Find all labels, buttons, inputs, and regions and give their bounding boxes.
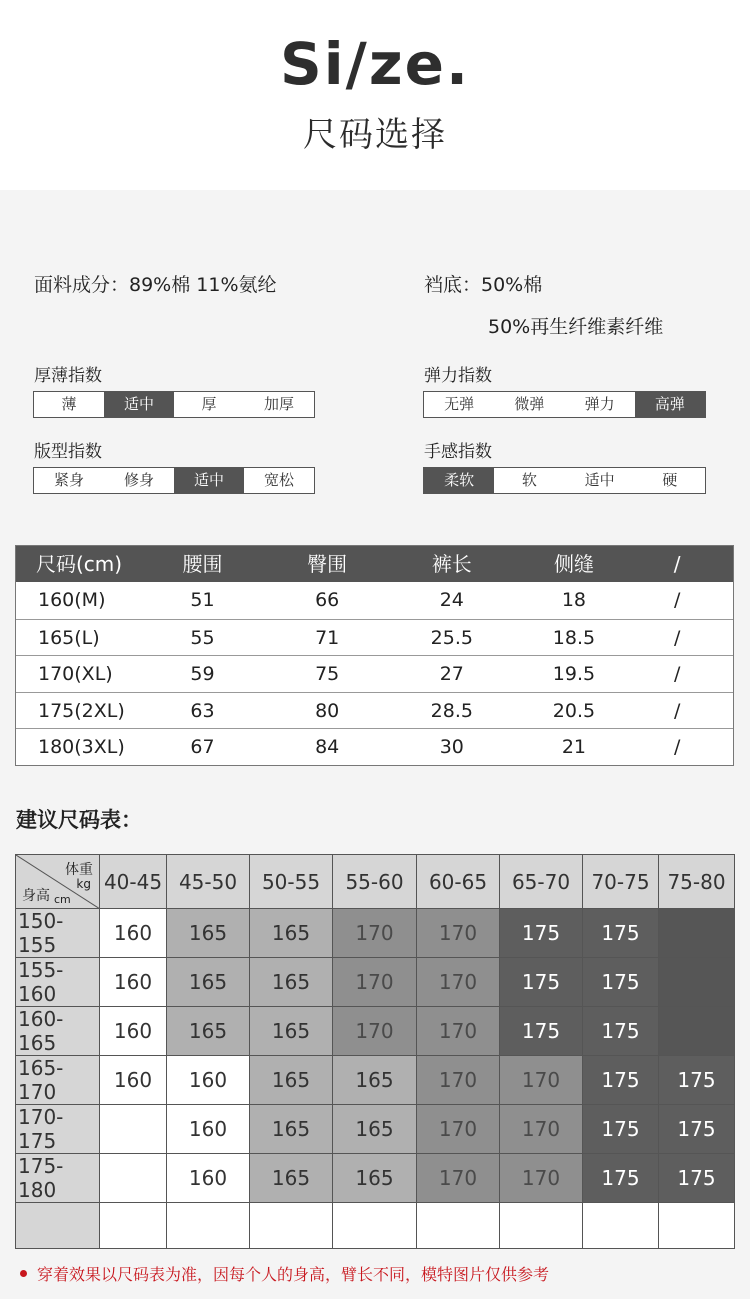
- recommend-size-cell: [583, 1203, 659, 1249]
- recommend-size-cell: 175: [500, 909, 583, 958]
- recommend-size-cell: [333, 1203, 417, 1249]
- table-cell: 67: [190, 736, 215, 759]
- recommend-row: [16, 909, 735, 958]
- weight-range-header: 60-65: [417, 855, 500, 909]
- recommend-corner-cell: [16, 855, 100, 909]
- recommend-size-cell: 175: [583, 958, 659, 1007]
- header-waist: 腰围: [182, 552, 223, 576]
- recommend-size-cell: 170: [417, 1056, 500, 1105]
- recommend-size-cell: [100, 1105, 167, 1154]
- table-cell: 51: [190, 589, 215, 611]
- thickness-option-3: 加厚: [263, 395, 294, 413]
- elasticity-scale: [423, 391, 706, 418]
- lining-composition-line1: 裆底：50%棉: [424, 274, 543, 296]
- recommend-size-cell: 165: [250, 1007, 333, 1056]
- recommend-size-cell: [167, 1203, 250, 1249]
- table-cell: /: [673, 699, 681, 722]
- recommend-size-cell: 170: [500, 1154, 583, 1203]
- thickness-option-0: 薄: [61, 395, 77, 413]
- recommend-size-cell: 175: [583, 1105, 659, 1154]
- corner-weight-unit: kg: [76, 877, 91, 891]
- table-row: [16, 692, 733, 729]
- recommend-size-cell: 175: [659, 1154, 735, 1203]
- recommend-size-cell: [659, 958, 735, 1007]
- feel-option-2: 适中: [584, 471, 615, 489]
- recommend-row: [16, 1203, 735, 1249]
- height-range-header: 150-155: [16, 909, 100, 958]
- table-cell: 28.5: [430, 699, 473, 722]
- table-row: [16, 728, 733, 765]
- elasticity-option-1: 微弹: [514, 395, 545, 413]
- recommend-size-cell: 165: [250, 1154, 333, 1203]
- feel-option-1: 软: [521, 471, 537, 489]
- feel-scale: [423, 467, 706, 494]
- height-range-header: [16, 1203, 100, 1249]
- recommend-size-cell: 175: [659, 1105, 735, 1154]
- recommend-row: [16, 1056, 735, 1105]
- table-cell: 84: [315, 736, 340, 759]
- weight-range-header: 55-60: [333, 855, 417, 909]
- table-cell: 27: [439, 663, 464, 686]
- recommend-title: 建议尺码表：: [16, 808, 142, 832]
- recommend-size-cell: 165: [333, 1105, 417, 1154]
- table-cell: /: [673, 736, 681, 759]
- fit-option-3: 宽松: [263, 471, 294, 489]
- elasticity-option-3: 高弹: [635, 392, 705, 417]
- elasticity-option-2: 弹力: [584, 395, 615, 413]
- thickness-option-2: 厚: [201, 395, 217, 413]
- table-cell: 19.5: [552, 663, 596, 686]
- recommend-size-cell: 170: [500, 1056, 583, 1105]
- table-cell: 175(2XL): [38, 699, 125, 722]
- recommend-size-cell: 175: [583, 1007, 659, 1056]
- height-range-header: 165-170: [16, 1056, 100, 1105]
- fit-scale: [33, 467, 315, 494]
- height-range-header: 175-180: [16, 1154, 100, 1203]
- weight-range-header: 50-55: [250, 855, 333, 909]
- recommend-size-cell: [100, 1203, 167, 1249]
- table-cell: 24: [439, 589, 464, 611]
- table-cell: 180(3XL): [38, 736, 125, 759]
- recommend-size-cell: [659, 1203, 735, 1249]
- recommend-size-cell: 175: [583, 1056, 659, 1105]
- table-cell: 30: [439, 736, 464, 759]
- corner-height-label: 身高: [22, 888, 50, 904]
- recommend-size-cell: 175: [500, 1007, 583, 1056]
- table-cell: 18.5: [552, 626, 596, 649]
- table-cell: /: [673, 663, 681, 686]
- table-row: [16, 619, 733, 656]
- thickness-option-1: 适中: [104, 392, 174, 417]
- recommend-size-cell: 160: [167, 1105, 250, 1154]
- recommend-size-cell: 170: [333, 1007, 417, 1056]
- header-hip: 臀围: [307, 552, 348, 576]
- recommend-size-cell: 165: [250, 1105, 333, 1154]
- header-side-seam: 侧缝: [553, 552, 594, 576]
- recommend-size-cell: 175: [500, 958, 583, 1007]
- recommend-size-cell: 165: [167, 958, 250, 1007]
- recommend-row: [16, 958, 735, 1007]
- recommend-size-cell: 165: [250, 958, 333, 1007]
- weight-range-header: 45-50: [167, 855, 250, 909]
- weight-range-header: 75-80: [659, 855, 735, 909]
- fit-note: [20, 1262, 549, 1285]
- table-cell: /: [673, 626, 681, 649]
- table-row: [16, 582, 733, 619]
- table-cell: 71: [315, 626, 340, 649]
- fabric-composition: 面料成分：89%棉 11%氨纶: [34, 274, 277, 296]
- weight-range-header: 65-70: [500, 855, 583, 909]
- recommend-size-cell: 165: [167, 909, 250, 958]
- table-cell: 63: [190, 699, 215, 722]
- header-length: 裤长: [431, 552, 472, 576]
- table-cell: 75: [315, 663, 340, 686]
- recommend-size-cell: 175: [583, 909, 659, 958]
- header: [0, 0, 750, 190]
- header-size: 尺码(cm): [36, 552, 123, 576]
- table-cell: 25.5: [430, 626, 473, 649]
- table-cell: 18: [561, 589, 587, 611]
- recommend-size-cell: 160: [100, 909, 167, 958]
- height-range-header: 155-160: [16, 958, 100, 1007]
- corner-weight-label: 体重: [65, 862, 93, 878]
- size-table-header: [16, 546, 733, 582]
- fit-option-0: 紧身: [53, 471, 84, 489]
- recommend-size-cell: 165: [167, 1007, 250, 1056]
- recommend-size-cell: 160: [100, 958, 167, 1007]
- recommend-size-cell: 165: [333, 1154, 417, 1203]
- page-subtitle: 尺码选择: [303, 115, 447, 155]
- thickness-scale: [33, 391, 315, 418]
- recommend-table: [15, 854, 735, 1249]
- table-cell: 165(L): [38, 626, 100, 649]
- recommend-row: [16, 1154, 735, 1203]
- recommend-size-cell: 160: [100, 1056, 167, 1105]
- recommend-size-cell: [500, 1203, 583, 1249]
- recommend-size-cell: [250, 1203, 333, 1249]
- recommend-size-cell: 160: [167, 1154, 250, 1203]
- recommend-size-cell: 160: [167, 1056, 250, 1105]
- recommend-size-cell: 170: [417, 909, 500, 958]
- table-cell: 160(M): [38, 589, 106, 611]
- recommend-header-row: [16, 855, 735, 909]
- bullet-dot-icon: [20, 1270, 27, 1277]
- table-cell: 66: [315, 589, 340, 611]
- table-cell: 80: [315, 699, 340, 722]
- recommend-size-cell: 170: [417, 1007, 500, 1056]
- table-cell: 170(XL): [38, 663, 113, 686]
- table-cell: /: [673, 589, 681, 611]
- recommend-size-cell: 170: [333, 958, 417, 1007]
- weight-range-header: 40-45: [100, 855, 167, 909]
- lining-composition-line2: 50%再生纤维素纤维: [488, 316, 664, 338]
- thickness-index-title: 厚薄指数: [34, 366, 102, 386]
- corner-height-unit: cm: [54, 893, 71, 906]
- recommend-size-cell: 170: [500, 1105, 583, 1154]
- feel-option-3: 硬: [662, 471, 678, 489]
- recommend-row: [16, 1007, 735, 1056]
- feel-option-0: 柔软: [424, 468, 494, 493]
- recommend-size-cell: [659, 909, 735, 958]
- height-range-header: 160-165: [16, 1007, 100, 1056]
- table-row: [16, 655, 733, 692]
- recommend-size-cell: 170: [417, 1154, 500, 1203]
- elasticity-option-0: 无弹: [444, 395, 475, 413]
- size-logo: Si/ze.: [280, 30, 470, 98]
- recommend-size-cell: 170: [417, 1105, 500, 1154]
- recommend-size-cell: [100, 1154, 167, 1203]
- size-table: [15, 545, 734, 766]
- fit-index-title: 版型指数: [34, 442, 102, 462]
- height-range-header: 170-175: [16, 1105, 100, 1154]
- recommend-size-cell: 175: [659, 1056, 735, 1105]
- recommend-size-cell: 165: [333, 1056, 417, 1105]
- weight-range-header: 70-75: [583, 855, 659, 909]
- feel-index-title: 手感指数: [424, 442, 492, 462]
- table-cell: 21: [561, 736, 587, 759]
- recommend-size-cell: 170: [417, 958, 500, 1007]
- fit-note-text: 穿着效果以尺码表为准，因每个人的身高，臂长不同，模特图片仅供参考: [37, 1265, 550, 1284]
- elasticity-index-title: 弹力指数: [424, 366, 492, 386]
- recommend-size-cell: 175: [583, 1154, 659, 1203]
- header-blank: /: [673, 552, 681, 576]
- recommend-size-cell: 165: [250, 1056, 333, 1105]
- fit-option-1: 修身: [123, 471, 154, 489]
- recommend-size-cell: [659, 1007, 735, 1056]
- table-cell: 20.5: [552, 699, 596, 722]
- recommend-size-cell: 165: [250, 909, 333, 958]
- recommend-size-cell: [417, 1203, 500, 1249]
- fit-option-2: 适中: [174, 468, 244, 493]
- table-cell: 55: [190, 626, 215, 649]
- recommend-size-cell: 170: [333, 909, 417, 958]
- recommend-row: [16, 1105, 735, 1154]
- table-cell: 59: [190, 663, 215, 686]
- recommend-size-cell: 160: [100, 1007, 167, 1056]
